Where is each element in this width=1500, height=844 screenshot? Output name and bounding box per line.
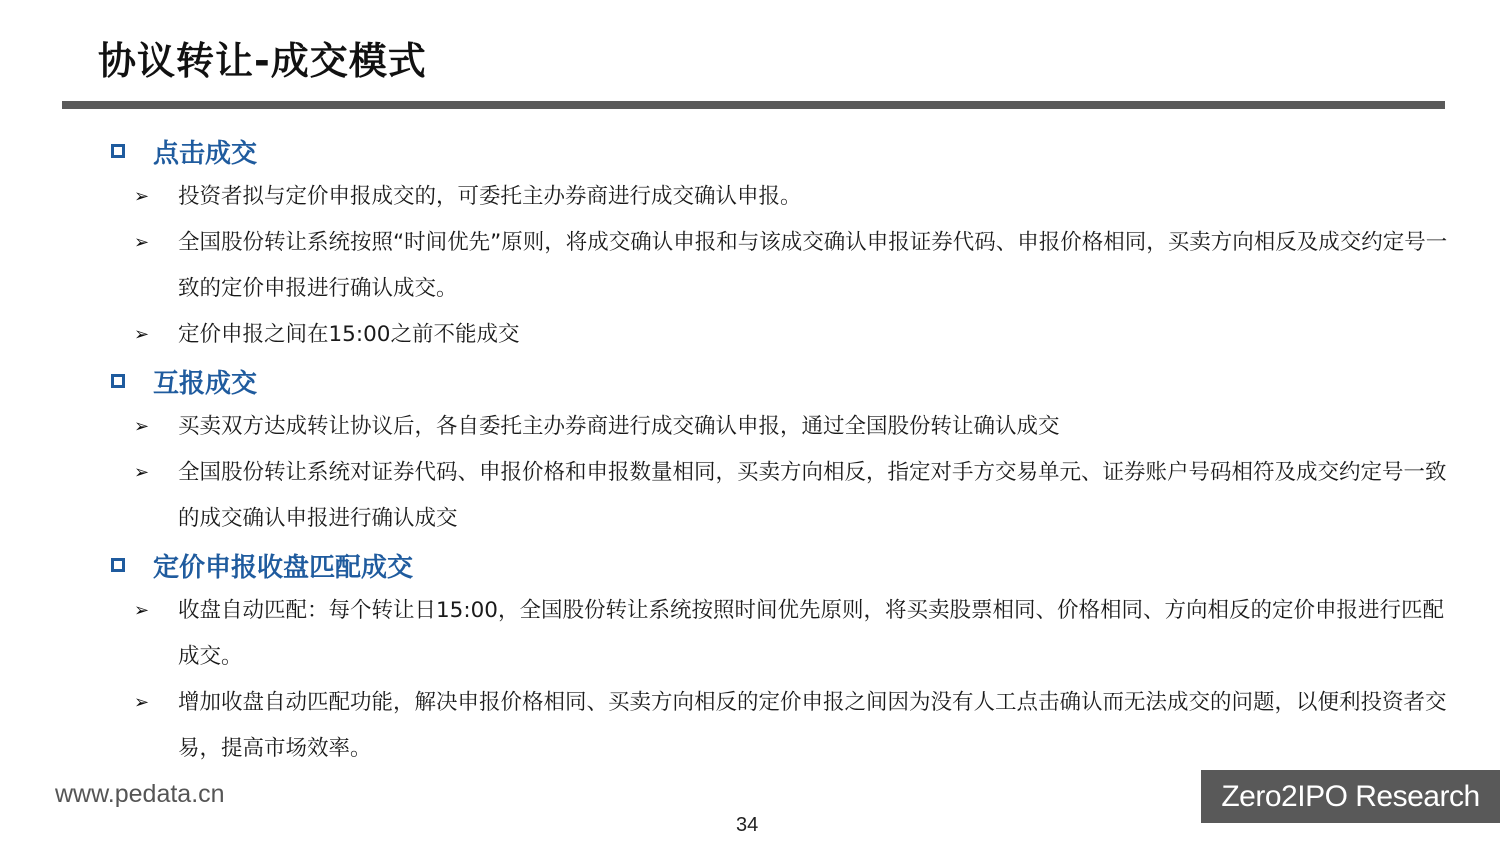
slide-title: 协议转让-成交模式 <box>98 39 427 83</box>
slide-content <box>108 128 1448 772</box>
arrow-bullet-icon: ➢ <box>134 232 150 253</box>
bullet-item <box>108 312 1448 358</box>
arrow-bullet-icon: ➢ <box>134 186 150 207</box>
section-header <box>108 542 1448 588</box>
section-title: 互报成交 <box>153 368 258 399</box>
bullet-text: 全国股份转让系统对证券代码、申报价格和申报数量相同，买卖方向相反，指定对手方交易单元、证券账户号码相符及成交约定号一致的成交确认申报进行确认成交 <box>178 460 1447 531</box>
brand-text: Zero2IPO Research <box>1221 779 1480 813</box>
section-mutual-report-trade <box>108 358 1448 542</box>
section-click-trade <box>108 128 1448 358</box>
bullet-item <box>108 588 1448 680</box>
section-closing-match-trade <box>108 542 1448 772</box>
bullet-item <box>108 220 1448 312</box>
arrow-bullet-icon: ➢ <box>134 600 150 621</box>
section-title: 点击成交 <box>153 138 258 169</box>
square-bullet-icon <box>111 374 125 388</box>
bullet-text: 定价申报之间在15:00之前不能成交 <box>178 322 520 347</box>
bullet-text: 收盘自动匹配：每个转让日15:00，全国股份转让系统按照时间优先原则，将买卖股票相同、价格相同、方向相反的定价申报进行匹配成交。 <box>178 598 1444 669</box>
section-header <box>108 358 1448 404</box>
arrow-bullet-icon: ➢ <box>134 324 150 345</box>
bullet-text: 买卖双方达成转让协议后，各自委托主办券商进行成交确认申报，通过全国股份转让确认成交 <box>178 414 1060 439</box>
bullet-text: 增加收盘自动匹配功能，解决申报价格相同、买卖方向相反的定价申报之间因为没有人工点击确认而无法成交的问题，以便利投资者交易，提高市场效率。 <box>178 690 1447 761</box>
bullet-text: 投资者拟与定价申报成交的，可委托主办券商进行成交确认申报。 <box>178 184 802 209</box>
arrow-bullet-icon: ➢ <box>134 692 150 713</box>
footer-url[interactable]: www.pedata.cn <box>55 780 225 808</box>
bullet-item <box>108 680 1448 772</box>
square-bullet-icon <box>111 144 125 158</box>
page-number: 34 <box>736 814 759 836</box>
bullet-item <box>108 404 1448 450</box>
section-header <box>108 128 1448 174</box>
section-title: 定价申报收盘匹配成交 <box>153 552 414 583</box>
arrow-bullet-icon: ➢ <box>134 462 150 483</box>
bullet-item <box>108 450 1448 542</box>
square-bullet-icon <box>111 558 125 572</box>
title-divider <box>62 101 1445 109</box>
arrow-bullet-icon: ➢ <box>134 416 150 437</box>
bullet-text: 全国股份转让系统按照“时间优先”原则，将成交确认申报和与该成交确认申报证券代码、申报价格相同，买卖方向相反及成交约定号一致的定价申报进行确认成交。 <box>178 230 1448 301</box>
brand-logo <box>1201 770 1500 823</box>
bullet-item <box>108 174 1448 220</box>
